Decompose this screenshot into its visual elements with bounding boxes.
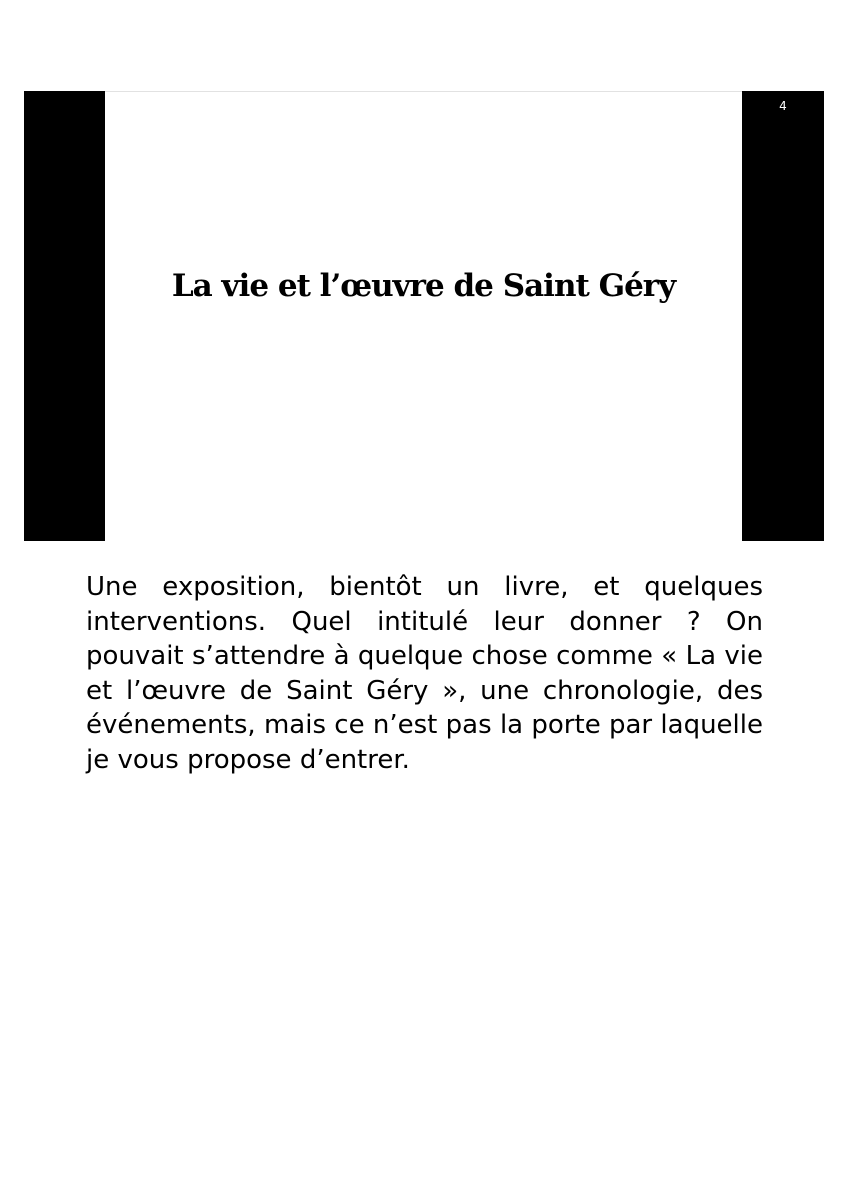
slide-right-bar xyxy=(742,91,824,541)
slide-image xyxy=(24,91,824,541)
slide-number: 4 xyxy=(779,99,787,113)
body-paragraph: Une exposition, bientôt un livre, et quelques interventions. Quel intitulé leur donner ? On pouvait s’attendre à quelque chose comme « La vie et l’œuvre de Saint Géry », une chronologie, des événements, mais ce n’est pas la porte par laquelle je vous propose d’entrer. xyxy=(86,572,763,775)
slide-border xyxy=(24,91,824,92)
slide-title: La vie et l’œuvre de Saint Géry xyxy=(171,268,676,304)
slide-left-bar xyxy=(24,91,105,541)
